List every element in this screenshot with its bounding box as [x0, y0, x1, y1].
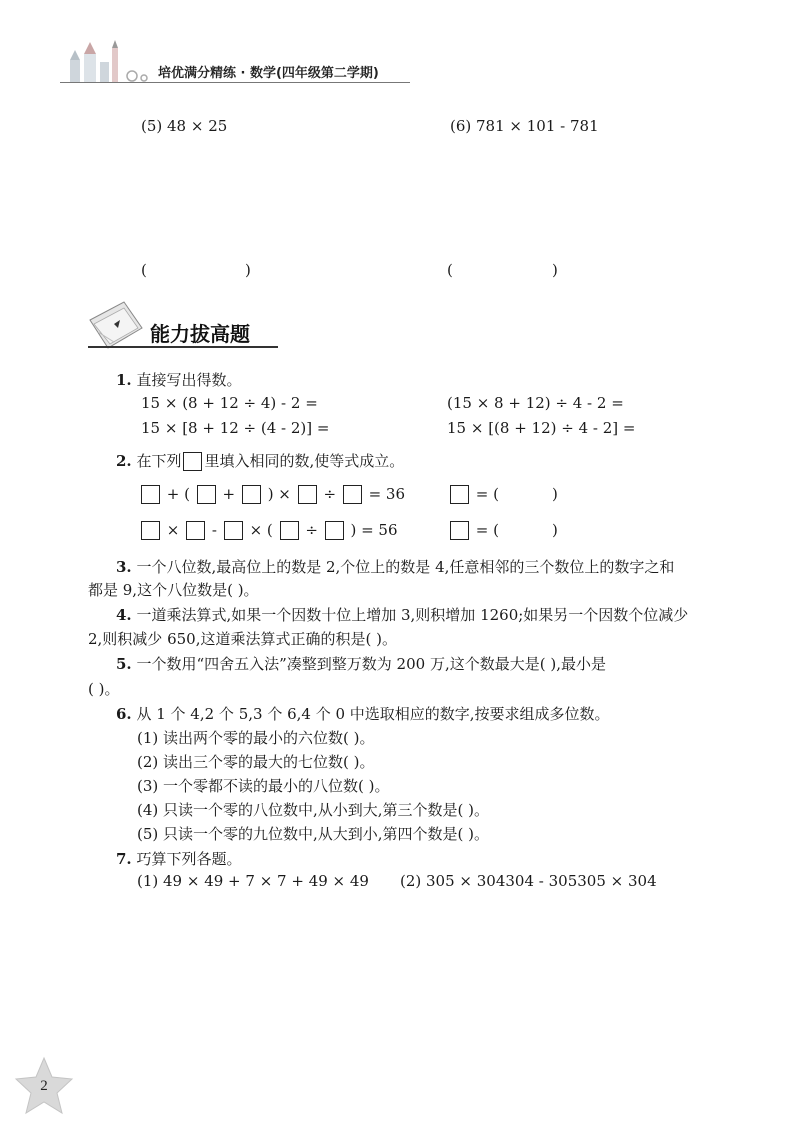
q2-equation-2	[139, 521, 398, 540]
blank-box[interactable]	[224, 521, 243, 540]
q6-item-2: (2) 读出三个零的最大的七位数( )。	[137, 753, 375, 771]
q6-item-3: (3) 一个零都不读的最小的八位数( )。	[137, 777, 390, 795]
equation-result: ) = 56	[350, 521, 398, 539]
q1-expr-4: 15 × [(8 + 12) ÷ 4 - 2] =	[447, 419, 636, 437]
operator: ÷	[305, 521, 318, 539]
blank-box	[183, 452, 202, 471]
answer-open: = (	[475, 521, 499, 539]
question-4-line-2: 2,则积减少 650,这道乘法算式正确的积是( )。	[88, 630, 397, 648]
blank-box[interactable]	[325, 521, 344, 540]
q6-item-1: (1) 读出两个零的最小的六位数( )。	[137, 729, 375, 747]
blank-box[interactable]	[343, 485, 362, 504]
question-1	[116, 369, 241, 390]
q6-item-5: (5) 只读一个零的九位数中,从大到小,第四个数是( )。	[137, 825, 490, 843]
q6-item-4: (4) 只读一个零的八位数中,从小到大,第三个数是( )。	[137, 801, 490, 819]
q2-equation-1	[139, 485, 405, 504]
question-5-line-2: ( )。	[88, 680, 120, 698]
q7-problem-2: (2) 305 × 304304 - 305305 × 304	[400, 872, 657, 890]
question-line-1: 一个八位数,最高位上的数是 2,个位上的数是 4,任意相邻的三个数位上的数字之和	[136, 558, 675, 576]
equation-result: = 36	[368, 485, 406, 503]
blank-box[interactable]	[141, 521, 160, 540]
blank-box[interactable]	[298, 485, 317, 504]
answer-6-close: )	[552, 261, 558, 279]
question-number: 7.	[116, 850, 132, 868]
q1-expr-2: (15 × 8 + 12) ÷ 4 - 2 =	[447, 394, 624, 412]
question-7	[116, 848, 241, 869]
q2-answer-1	[448, 485, 499, 504]
page-number: 2	[40, 1078, 48, 1094]
blank-box[interactable]	[186, 521, 205, 540]
question-line-1: 一个数用“四舍五入法”凑整到整万数为 200 万,这个数最大是( ),最小是	[136, 655, 606, 673]
question-5	[116, 653, 606, 674]
question-number: 5.	[116, 655, 132, 673]
question-number: 2.	[116, 452, 132, 470]
operator: ÷	[323, 485, 337, 503]
blank-box[interactable]	[242, 485, 261, 504]
q1-expr-3: 15 × [8 + 12 ÷ (4 - 2)] =	[141, 419, 330, 437]
answer-5-open: (	[141, 261, 147, 279]
question-number: 6.	[116, 705, 132, 723]
question-text-b: 里填入相同的数,使等式成立。	[204, 452, 405, 470]
q1-expr-1: 15 × (8 + 12 ÷ 4) - 2 =	[141, 394, 318, 412]
question-2	[116, 450, 404, 471]
header-title: 培优满分精练 · 数学(四年级第二学期)	[158, 66, 379, 81]
question-text-a: 在下列	[136, 452, 182, 470]
q2-answer-2-close: )	[552, 521, 558, 539]
operator: × (	[249, 521, 273, 539]
question-text: 直接写出得数。	[136, 371, 242, 389]
question-line-1: 一道乘法算式,如果一个因数十位上增加 3,则积增加 1260;如果另一个因数个位减少	[136, 606, 689, 624]
question-6	[116, 703, 610, 724]
question-4	[116, 604, 688, 625]
question-number: 1.	[116, 371, 132, 389]
q2-answer-1-close: )	[552, 485, 558, 503]
question-number: 4.	[116, 606, 132, 624]
operator: -	[211, 521, 217, 539]
section-title: 能力拔高题	[150, 322, 250, 346]
blank-box	[450, 485, 469, 504]
question-text: 从 1 个 4,2 个 5,3 个 6,4 个 0 中选取相应的数字,按要求组成多位数。	[136, 705, 610, 723]
operator: ×	[166, 521, 180, 539]
blank-box[interactable]	[197, 485, 216, 504]
operator: +	[222, 485, 236, 503]
q2-answer-2	[448, 521, 499, 540]
problem-6: (6) 781 × 101 - 781	[450, 117, 599, 135]
answer-open: = (	[475, 485, 499, 503]
question-3	[116, 556, 674, 577]
header-rule	[60, 82, 410, 83]
problem-5: (5) 48 × 25	[141, 117, 228, 135]
header-illustration	[62, 40, 152, 84]
question-number: 3.	[116, 558, 132, 576]
blank-box[interactable]	[141, 485, 160, 504]
question-text: 巧算下列各题。	[136, 850, 242, 868]
operator: ) ×	[267, 485, 291, 503]
section-rule	[88, 346, 278, 348]
blank-box[interactable]	[280, 521, 299, 540]
operator: + (	[166, 485, 190, 503]
answer-6-open: (	[447, 261, 453, 279]
q7-problem-1: (1) 49 × 49 + 7 × 7 + 49 × 49	[137, 872, 369, 890]
answer-5-close: )	[245, 261, 251, 279]
blank-box	[450, 521, 469, 540]
question-3-line-2: 都是 9,这个八位数是( )。	[88, 581, 259, 599]
